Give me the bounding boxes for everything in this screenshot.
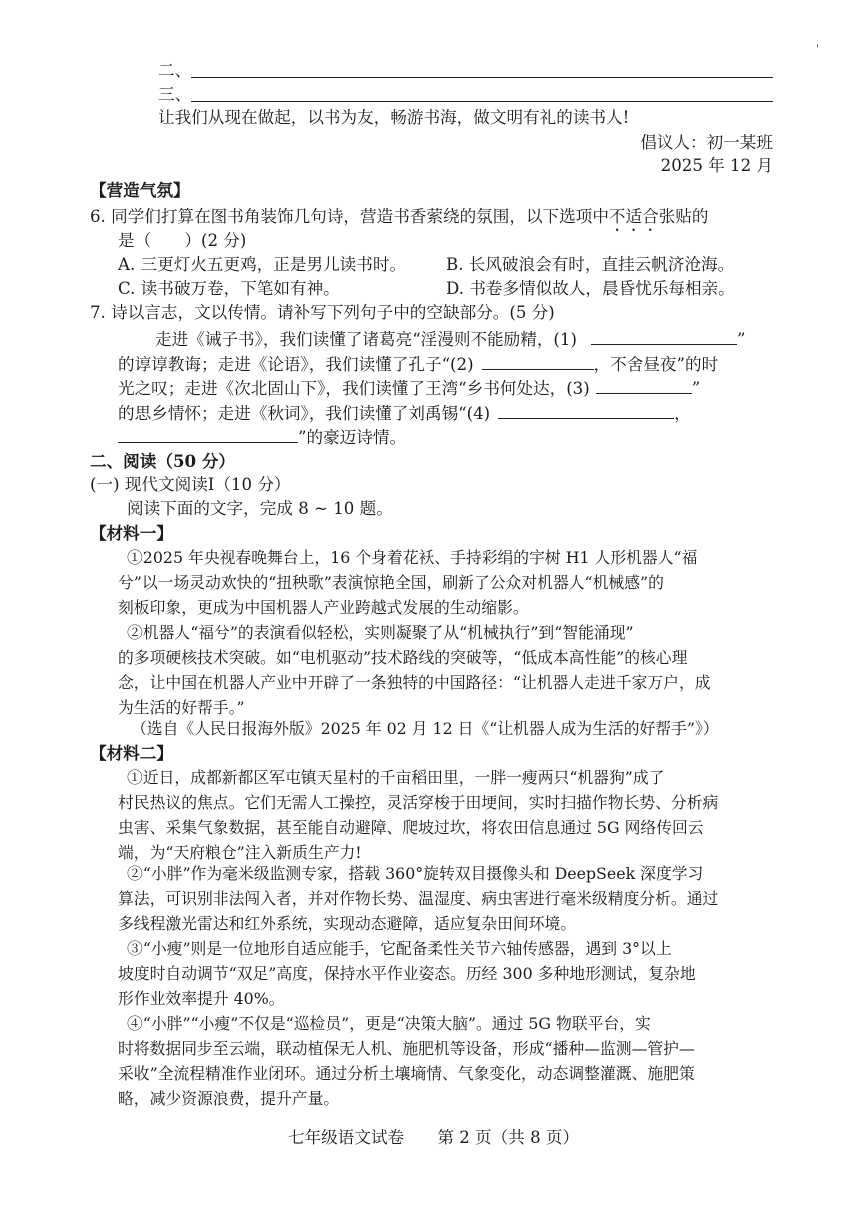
option-b: B. 长风破浪会有时，直挂云帆济沧海。 xyxy=(446,255,735,274)
section-heading-reading: 二、阅读（50 分） xyxy=(90,451,236,471)
m2-p4-line-3: 采收”全流程精准作业闭环。通过分析土壤墒情、气象变化，动态调整灌溉、施肥策 xyxy=(118,1064,695,1083)
section-heading-atmosphere: 【营造气氛】 xyxy=(90,180,190,200)
m2-p3-line-2: 坡度时自动调节“双足”高度，保持水平作业姿态。历经 300 多种地形测试，复杂地 xyxy=(118,964,696,983)
proposal-line-2-blank xyxy=(191,77,773,78)
material-2-heading: 【材料二】 xyxy=(90,743,173,763)
q7-line-2-end: ，不舍昼夜”的时 xyxy=(593,355,719,374)
scan-mark: ' xyxy=(816,44,819,55)
q7-line-4-text: 的思乡情怀；走进《秋词》，我们读懂了刘禹锡“(4) xyxy=(118,404,491,423)
material-1-source: （选自《人民日报海外版》2025 年 02 月 12 日《“让机器人成为生活的好帮手”》） xyxy=(131,719,719,738)
question-6-line-2: 是（ ）(2 分) xyxy=(118,231,247,250)
q7-line-2-text: 的谆谆教诲；走进《论语》，我们读懂了孔子“(2) xyxy=(118,355,474,374)
proposal-line-2-label: 二、 xyxy=(158,61,192,80)
question-7-line-3 xyxy=(118,379,700,398)
m2-p2-line-3: 多线程激光雷达和红外系统，实现动态避障，适应复杂田间环境。 xyxy=(118,914,577,933)
m2-p1-line-2: 村民热议的焦点。它们无需人工操控，灵活穿梭于田埂间，实时扫描作物长势、分析病 xyxy=(118,793,719,812)
question-7-line-2 xyxy=(118,355,718,374)
q7-line-5-text: ”的豪迈诗情。 xyxy=(298,428,407,447)
page-footer: 七年级语文试卷 第 2 页（共 8 页） xyxy=(288,1128,580,1147)
m1-p1-line-2: 兮”以一场灵动欢快的“扭秧歌”表演惊艳全国，刷新了公众对机器人“机械感”的 xyxy=(118,573,664,592)
m1-p1-line-1: ①2025 年央视春晚舞台上，16 个身着花袄、手持彩绢的宇树 H1 人形机器人“福 xyxy=(127,548,698,567)
q7-blank-4-cont xyxy=(118,428,298,443)
proposal-signature: 倡议人：初一某班 xyxy=(640,133,773,152)
m2-p1-line-3: 虫害、采集气象数据，甚至能自动避障、爬坡过坎，将农田信息通过 5G 网络传回云 xyxy=(118,818,704,837)
option-d: D. 书卷多情似故人，晨昏忧乐每相亲。 xyxy=(446,279,735,298)
q7-line-1-text: 走进《诫子书》，我们读懂了诸葛亮“淫漫则不能励精，(1) xyxy=(155,330,577,349)
proposal-closing: 让我们从现在做起，以书为友，畅游书海，做文明有礼的读书人! xyxy=(158,108,630,127)
question-6-emphasis: 不适合 xyxy=(608,207,659,226)
option-a: A. 三更灯火五更鸡，正是男儿读书时。 xyxy=(118,255,407,274)
m1-p1-line-3: 刻板印象，更成为中国机器人产业跨越式发展的生动缩影。 xyxy=(118,598,529,617)
proposal-date: 2025 年 12 月 xyxy=(660,156,773,175)
m2-p1-line-1: ①近日，成都新都区军屯镇天星村的千亩稻田里，一胖一瘦两只“机器狗”成了 xyxy=(127,768,665,787)
m2-p3-line-1: ③“小瘦”则是一位地形自适应能手，它配备柔性关节六轴传感器，遇到 3°以上 xyxy=(127,939,672,958)
m1-p2-line-1: ②机器人“福兮”的表演看似轻松，实则凝聚了从“机械执行”到“智能涌现” xyxy=(127,623,634,642)
m1-p2-line-3: 念，让中国在机器人产业中开辟了一条独特的中国路径：“让机器人走进千家万户，成 xyxy=(118,673,711,692)
m2-p2-line-2: 算法，可识别非法闯入者，并对作物长势、温湿度、病虫害进行毫米级精度分析。通过 xyxy=(118,889,719,908)
q7-line-4-end: ， xyxy=(674,404,691,423)
m2-p4-line-2: 时将数据同步至云端，联动植保无人机、施肥机等设备，形成“播种—监测—管护— xyxy=(118,1039,695,1058)
question-7-line-5 xyxy=(118,428,406,447)
reading-instruction: 阅读下面的文字，完成 8 ~ 10 题。 xyxy=(127,499,393,518)
q7-blank-4 xyxy=(498,404,674,419)
q7-blank-3 xyxy=(596,379,692,394)
question-7-line-1 xyxy=(155,330,745,349)
q7-line-3-text: 光之叹；走进《次北固山下》，我们读懂了王湾“乡书何处达，(3) xyxy=(118,379,590,398)
option-c: C. 读书破万卷，下笔如有神。 xyxy=(118,279,340,298)
m2-p1-line-4: 端，为“天府粮仓”注入新质生产力! xyxy=(118,843,362,862)
q7-blank-1 xyxy=(591,330,737,345)
material-1-heading: 【材料一】 xyxy=(90,523,173,543)
m2-p4-line-4: 略，减少资源浪费，提升产量。 xyxy=(118,1089,340,1108)
question-7-line-4 xyxy=(118,404,691,423)
m1-p2-line-4: 为生活的好帮手。” xyxy=(118,698,245,717)
q7-line-1-end: ” xyxy=(736,330,746,349)
subsection-heading: (一) 现代文阅读Ⅰ（10 分） xyxy=(90,475,291,494)
q7-line-3-end: ” xyxy=(691,379,701,398)
proposal-line-3-blank xyxy=(191,101,773,102)
m2-p3-line-3: 形作业效率提升 40%。 xyxy=(118,989,285,1008)
proposal-line-3-label: 三、 xyxy=(158,85,192,104)
q7-blank-2 xyxy=(482,355,594,370)
m1-p2-line-2: 的多项硬核技术突破。如“电机驱动”技术路线的突破等，“低成本高性能”的核心理 xyxy=(118,648,688,667)
question-6-text-b: 张贴的 xyxy=(658,207,709,226)
m2-p4-line-1: ④“小胖”“小瘦”不仅是“巡检员”，更是“决策大脑”。通过 5G 物联平台，实 xyxy=(127,1014,651,1033)
m2-p2-line-1: ②“小胖”作为毫米级监测专家，搭载 360°旋转双目摄像头和 DeepSeek 深度学习 xyxy=(127,864,704,883)
question-7-title: 7. 诗以言志，文以传情。请补写下列句子中的空缺部分。(5 分) xyxy=(90,303,555,322)
question-6-text-a: 6. 同学们打算在图书角装饰几句诗，营造书香萦绕的氛围，以下选项中 xyxy=(90,207,609,226)
